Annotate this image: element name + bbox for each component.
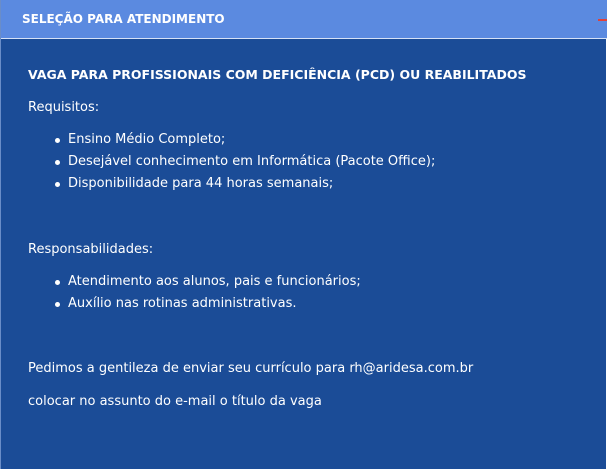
email-link[interactable]: rh@aridesa.com.br bbox=[349, 361, 474, 376]
apply-text: Pedimos a gentileza de enviar seu currículo para bbox=[28, 361, 350, 376]
subject-note: colocar no assunto do e-mail o título da vaga bbox=[28, 394, 322, 409]
minus-icon[interactable] bbox=[598, 19, 607, 21]
list-item: Atendimento aos alunos, pais e funcionários; bbox=[54, 271, 361, 293]
responsibilities-list bbox=[54, 271, 361, 315]
responsibilities-label: Responsabilidades: bbox=[28, 242, 154, 257]
panel-title: SELEÇÃO PARA ATENDIMENTO bbox=[22, 12, 225, 26]
list-item: Ensino Médio Completo; bbox=[54, 129, 435, 151]
apply-instructions bbox=[28, 361, 473, 376]
job-title: VAGA PARA PROFISSIONAIS COM DEFICIÊNCIA (PCD) OU REABILITADOS bbox=[28, 67, 527, 82]
list-item: Disponibilidade para 44 horas semanais; bbox=[54, 173, 435, 195]
requirements-list bbox=[54, 129, 435, 195]
panel-header[interactable] bbox=[1, 0, 607, 39]
requirements-label: Requisitos: bbox=[28, 100, 100, 115]
list-item: Auxílio nas rotinas administrativas. bbox=[54, 293, 361, 315]
list-item: Desejável conhecimento em Informática (Pacote Office); bbox=[54, 151, 435, 173]
